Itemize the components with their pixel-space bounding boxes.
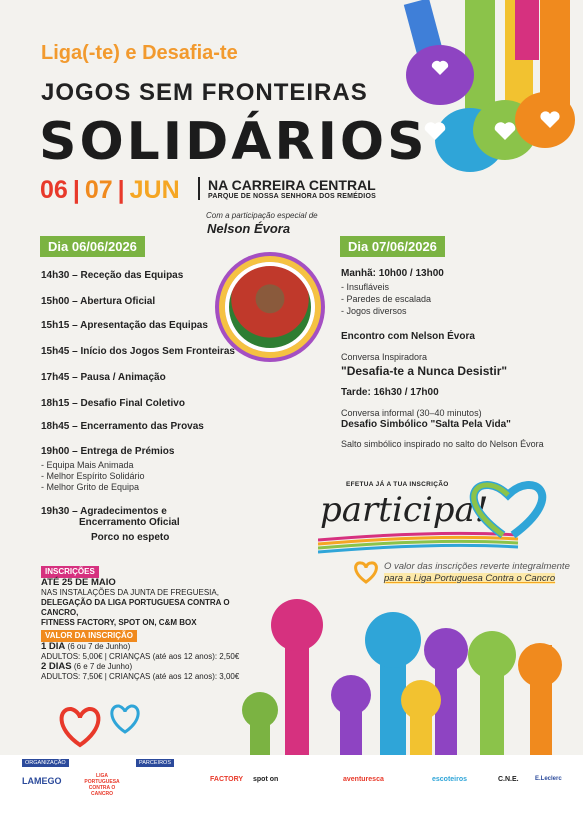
schedule-item: 15h15 – Apresentação das Equipas (41, 320, 208, 331)
schedule-item: 19h00 – Entrega de Prémios (41, 446, 175, 457)
schedule-item: Encerramento Oficial (79, 517, 180, 528)
signup-cta: EFETUA JÁ A TUA INSCRIÇÃO (346, 481, 449, 488)
special-participation-label: Com a participação especial de (206, 211, 318, 220)
two-days-note: (6 e 7 de Junho) (73, 662, 133, 671)
heart-icon (352, 560, 380, 584)
award-item: - Melhor Grito de Equipa (41, 482, 140, 492)
cne-logo: C.N.E. (498, 776, 519, 783)
factory-logo: FACTORY (210, 776, 244, 783)
talk-title: "Desafia-te a Nunca Desistir" (341, 364, 508, 378)
schedule-item: 17h45 – Pausa / Animação (41, 372, 166, 383)
two-days-price: ADULTOS: 7,50€ | CRIANÇAS (até aos 12 anos): 3,00€ (41, 672, 240, 681)
jump-description: Salto simbólico inspirado no salto do Nelson Évora (341, 439, 544, 449)
event-title-line1: JOGOS SEM FRONTEIRAS (41, 79, 368, 106)
date-separator: | (72, 176, 80, 204)
heart-icons-pair (55, 700, 155, 750)
morning-item: - Insufláveis (341, 282, 390, 292)
organization-label: ORGANIZAÇÃO (22, 759, 69, 767)
liga-logo: LIGA PORTUGUESA CONTRA O CANCRO (84, 773, 120, 797)
schedule-item: 18h15 – Desafio Final Coletivo (41, 398, 185, 409)
morning-item: - Paredes de escalada (341, 294, 432, 304)
registration-line: DELEGAÇÃO DA LIGA PORTUGUESA CONTRA O CANCRO, (41, 598, 230, 617)
kicker-text: Liga(-te) e Desafia-te (41, 42, 238, 64)
one-day-label: 1 DIA (41, 641, 66, 652)
date-month: JUN (129, 176, 180, 204)
informal-talk: Conversa informal (30–40 minutos) (341, 408, 482, 418)
participa-heading: participa! (320, 490, 489, 530)
one-day-note: (6 ou 7 de Junho) (67, 642, 131, 651)
event-title-line2: SOLIDÁRIOS (39, 112, 428, 172)
colorful-hands-bottom (240, 595, 583, 755)
day2-header: Dia 07/06/2026 (340, 236, 445, 257)
venue-subtitle: PARQUE DE NOSSA SENHORA DOS REMÉDIOS (208, 193, 376, 200)
one-day-price: ADULTOS: 5,00€ | CRIANÇAS (até aos 12 anos): 2,50€ (41, 652, 240, 661)
price-tag: VALOR DA INSCRIÇÃO (41, 630, 137, 642)
schedule-item: 15h00 – Abertura Oficial (41, 296, 156, 307)
guest-name: Nelson Évora (207, 221, 291, 236)
talk-label: Conversa Inspiradora (341, 352, 428, 362)
venue-block (198, 177, 376, 200)
date-separator: | (117, 176, 125, 204)
proceeds-note (384, 561, 574, 585)
registration-block (41, 566, 261, 628)
guest-photo (225, 262, 315, 352)
morning-time: Manhã: 10h00 / 13h00 (341, 268, 444, 279)
event-dates (40, 176, 180, 205)
leclerc-logo: E.Leclerc (535, 776, 562, 782)
challenge-title: Desafio Simbólico "Salta Pela Vida" (341, 419, 511, 430)
schedule-item: 14h30 – Receção das Equipas (41, 270, 184, 281)
escoteiros-logo: escoteiros (432, 776, 468, 783)
afternoon-time: Tarde: 16h30 / 17h00 (341, 387, 439, 398)
partners-label: PARCEIROS (136, 759, 174, 767)
registration-deadline: ATÉ 25 DE MAIO (41, 577, 116, 588)
proceeds-line2: para a Liga Portuguesa Contra o Cancro (384, 573, 556, 584)
schedule-item: Porco no espeto (91, 532, 170, 543)
schedule-item: 15h45 – Início dos Jogos Sem Fronteiras (41, 346, 235, 357)
award-item: - Melhor Espírito Solidário (41, 471, 145, 481)
price-block (41, 630, 271, 682)
morning-item: - Jogos diversos (341, 306, 407, 316)
venue-title: NA CARREIRA CENTRAL (208, 177, 376, 193)
two-days-label: 2 DIAS (41, 661, 72, 672)
aventuresca-logo: aventuresca (343, 776, 384, 783)
spot-on-logo: spot on (253, 776, 279, 783)
date-day2: 07 (84, 176, 113, 204)
registration-tag: INSCRIÇÕES (41, 566, 99, 578)
schedule-item: 18h45 – Encerramento das Provas (41, 421, 204, 432)
colorful-hands-illustration (395, 0, 583, 210)
registration-line: NAS INSTALAÇÕES DA JUNTA DE FREGUESIA, (41, 588, 219, 597)
rainbow-heart-ribbon (318, 475, 568, 555)
registration-line: FITNESS FACTORY, SPOT ON, C&M BOX (41, 618, 197, 627)
schedule-item: 19h30 – Agradecimentos e (41, 506, 167, 517)
day1-header: Dia 06/06/2026 (40, 236, 145, 257)
proceeds-line1: O valor das inscrições reverte integralmente (384, 561, 570, 572)
meeting-text: Encontro com Nelson Évora (341, 331, 475, 342)
date-day1: 06 (40, 176, 68, 204)
award-item: - Equipa Mais Animada (41, 460, 134, 470)
lamego-logo: LAMEGO (22, 776, 62, 786)
